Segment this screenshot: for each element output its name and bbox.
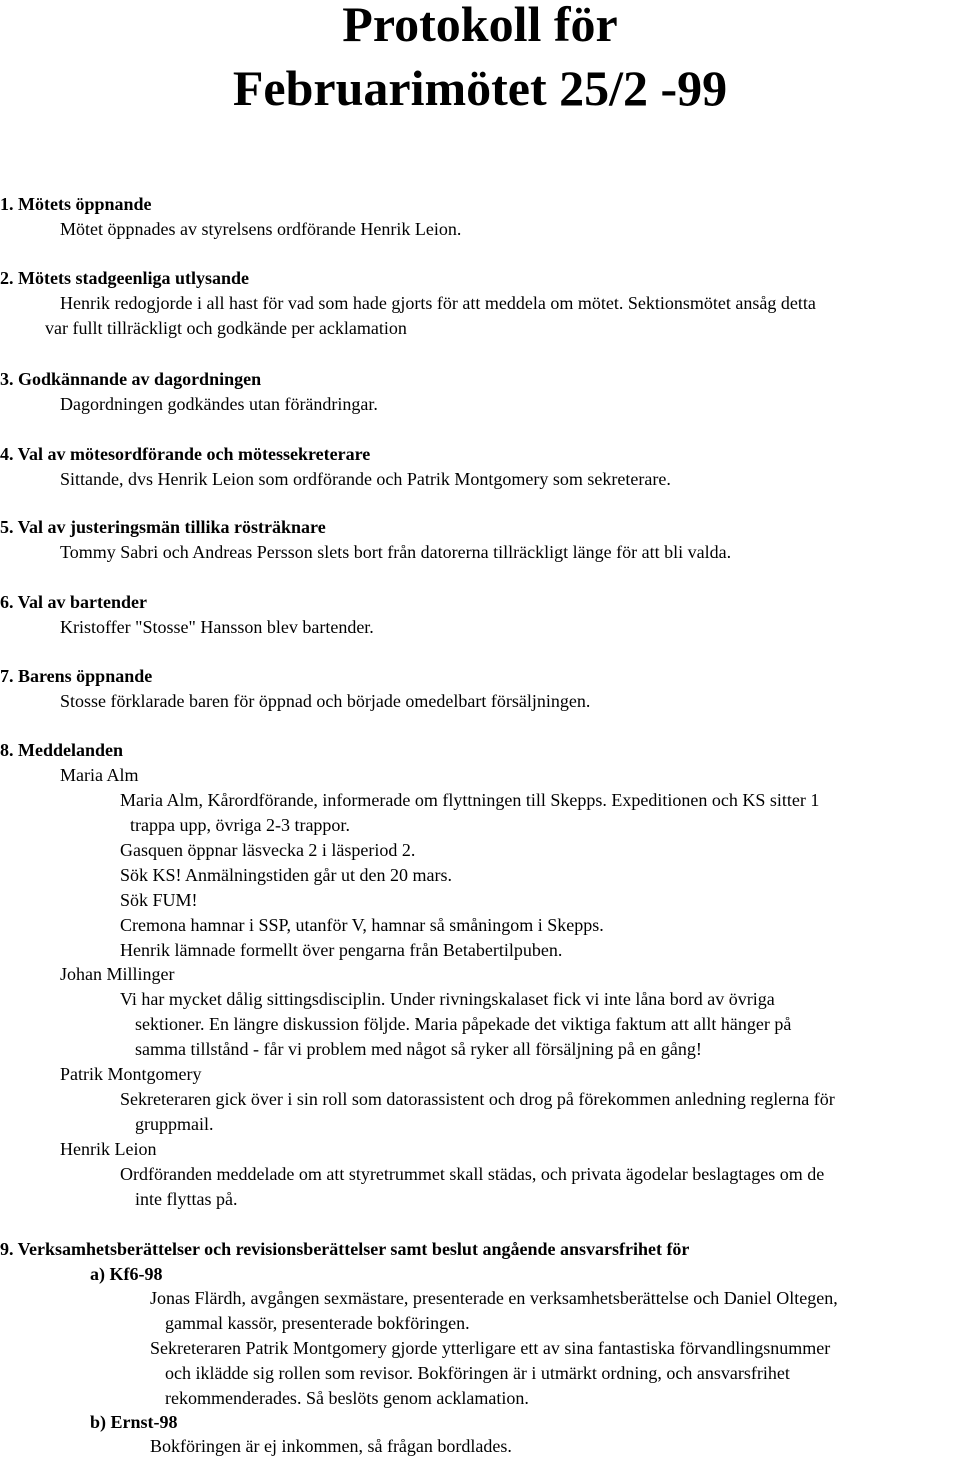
sub-item-b-label: b) Ernst-98	[90, 1412, 178, 1432]
sub-item-a-text: gammal kassör, presenterade bokföringen.	[165, 1313, 470, 1333]
item-1-heading: 1. Mötets öppnande	[0, 194, 152, 214]
speaker-text: samma tillstånd - får vi problem med något så ryker all försäljning på en gång!	[135, 1039, 702, 1059]
item-5-heading: 5. Val av justeringsmän tillika rösträknare	[0, 517, 326, 537]
item-4-text: Sittande, dvs Henrik Leion som ordförande och Patrik Montgomery som sekreterare.	[60, 469, 671, 489]
speaker-text: Sekreteraren gick över i sin roll som datorassistent och drog på förekommen anledning reglerna för	[120, 1089, 835, 1109]
sub-item-a-text: Sekreteraren Patrik Montgomery gjorde ytterligare ett av sina fantastiska förvandlingsnummer	[150, 1338, 831, 1358]
sub-item-a-text: Jonas Flärdh, avgången sexmästare, presenterade en verksamhetsberättelse och Daniel Oltegen,	[150, 1288, 838, 1308]
speaker-text: Henrik lämnade formellt över pengarna från Betabertilpuben.	[120, 940, 563, 960]
speaker-text: gruppmail.	[135, 1114, 214, 1134]
item-3-heading: 3. Godkännande av dagordningen	[0, 369, 262, 389]
title-line-1: Protokoll för	[342, 0, 618, 52]
title-line-2: Februarimötet 25/2 -99	[232, 60, 728, 116]
item-4-heading: 4. Val av mötesordförande och mötessekreterare	[0, 444, 371, 464]
speaker-text: Vi har mycket dålig sittingsdisciplin. Under rivningskalaset fick vi inte låna bord av övriga	[120, 989, 775, 1009]
speaker-text: sektioner. En längre diskussion följde. Maria påpekade det viktiga faktum att allt hänger på	[135, 1014, 792, 1034]
sub-item-a-text: och iklädde sig rollen som revisor. Bokföringen är i utmärkt ordning, och ansvarsfrihet	[165, 1363, 790, 1383]
item-7-text: Stosse förklarade baren för öppnad och började omedelbart försäljningen.	[60, 691, 591, 711]
item-3-text: Dagordningen godkändes utan förändringar.	[60, 394, 378, 414]
sub-item-a-label: a) Kf6-98	[90, 1264, 163, 1284]
item-7-heading: 7. Barens öppnande	[0, 666, 153, 686]
item-2-text-line-2: var fullt tillräckligt och godkände per acklamation	[45, 318, 407, 338]
speaker-name-maria-alm: Maria Alm	[60, 765, 139, 785]
speaker-name-johan-millinger: Johan Millinger	[60, 964, 175, 984]
sub-item-a-text: rekommenderades. Så beslöts genom acklamation.	[165, 1388, 529, 1408]
item-2-heading: 2. Mötets stadgeenliga utlysande	[0, 268, 249, 288]
item-6-heading: 6. Val av bartender	[0, 592, 148, 612]
speaker-name-henrik-leion: Henrik Leion	[60, 1139, 157, 1159]
speaker-text: Ordföranden meddelade om att styretrummet skall städas, och privata ägodelar beslagtages om de	[120, 1164, 825, 1184]
speaker-text: Sök FUM!	[120, 890, 198, 910]
speaker-text: Sök KS! Anmälningstiden går ut den 20 mars.	[120, 865, 452, 885]
item-5-text: Tommy Sabri och Andreas Persson slets bort från datorerna tillräckligt länge för att bli valda.	[60, 542, 732, 562]
speaker-text: trappa upp, övriga 2-3 trappor.	[130, 815, 350, 835]
speaker-text: Maria Alm, Kårordförande, informerade om flyttningen till Skepps. Expeditionen och KS sitter 1	[120, 790, 820, 810]
item-2-text-line-1: Henrik redogjorde i all hast för vad som hade gjorts för att meddela om mötet. Sektionsmötet ansåg detta	[60, 293, 816, 313]
item-9-heading: 9. Verksamhetsberättelser och revisionsberättelser samt beslut angående ansvarsfrihet för	[0, 1239, 690, 1259]
speaker-name-patrik-montgomery: Patrik Montgomery	[60, 1064, 202, 1084]
speaker-text: Cremona hamnar i SSP, utanför V, hamnar så småningom i Skepps.	[120, 915, 604, 935]
item-1-text: Mötet öppnades av styrelsens ordförande Henrik Leion.	[60, 219, 462, 239]
item-8-heading: 8. Meddelanden	[0, 740, 124, 760]
sub-item-b-text: Bokföringen är ej inkommen, så frågan bordlades.	[150, 1436, 512, 1456]
speaker-text: Gasquen öppnar läsvecka 2 i läsperiod 2.	[120, 840, 416, 860]
speaker-text: inte flyttas på.	[135, 1189, 238, 1209]
item-6-text: Kristoffer "Stosse" Hansson blev bartender.	[60, 617, 374, 637]
